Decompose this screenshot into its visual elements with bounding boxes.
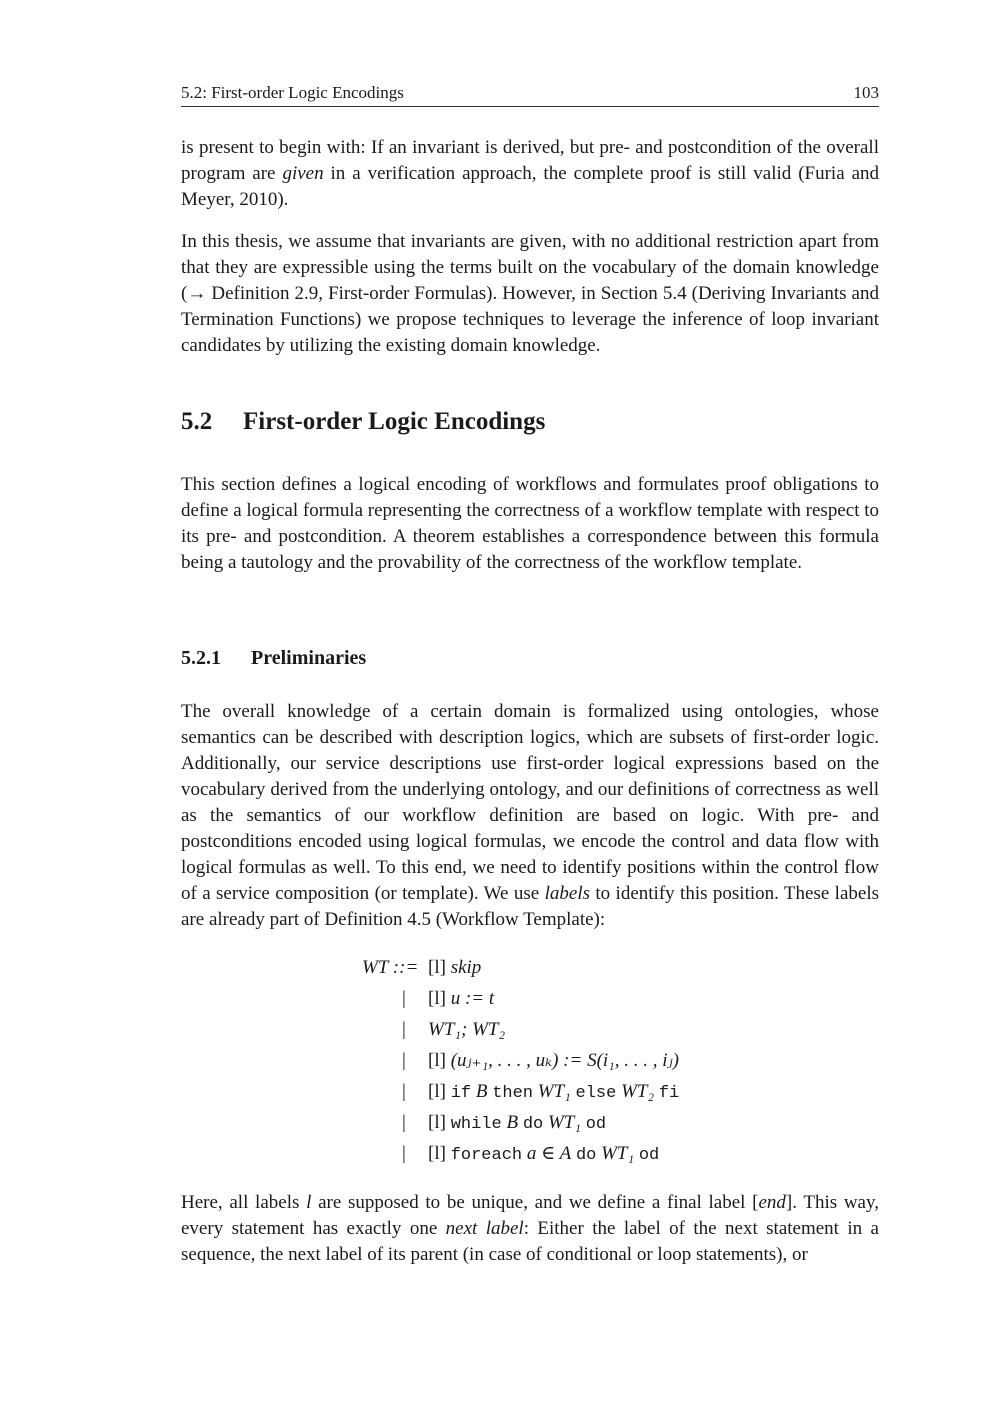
rule-body: skip bbox=[450, 957, 482, 978]
section-number: 5.2 bbox=[181, 408, 213, 435]
subsection-title: Preliminaries bbox=[251, 647, 367, 669]
grammar-rhs bbox=[428, 1016, 505, 1044]
emphasis-next-label: next label bbox=[445, 1218, 524, 1239]
grammar-rhs bbox=[428, 1078, 679, 1108]
section-title: First-order Logic Encodings bbox=[243, 408, 546, 435]
alternative-bar: | bbox=[402, 1019, 406, 1040]
keyword-do: do bbox=[575, 1146, 597, 1165]
keyword-if: if bbox=[450, 1084, 472, 1103]
label-marker: [l] bbox=[428, 1143, 446, 1164]
rule-term: WT₁ bbox=[537, 1081, 571, 1102]
page-number: 103 bbox=[853, 83, 879, 102]
rule-body: WT₁; WT₂ bbox=[428, 1019, 506, 1040]
preliminaries-paragraph-2 bbox=[181, 1190, 879, 1268]
text-run: : Either the label of the next statement in a sequence, the next label of its parent (in case of conditional or loop statements), or bbox=[181, 1218, 879, 1265]
text-run: Here, all labels bbox=[181, 1192, 307, 1213]
alternative-bar: | bbox=[402, 988, 406, 1009]
section-paragraph-1: This section defines a logical encoding of workflows and formulates proof obligations to define a logical formula representing the correctness of a workflow template with respect to its pre- and postcondition. A theorem establishes a correspondence between this formula being a tautology and the provability of the correctness of the workflow template. bbox=[181, 474, 879, 573]
grammar-rhs bbox=[428, 1109, 606, 1139]
label-marker: [l] bbox=[428, 1081, 446, 1102]
intro-paragraph-2: In this thesis, we assume that invariants are given, with no additional restriction apart from that they are expressible using the terms built on the vocabulary of the domain knowledge (→ Definition 2.9, First-order Formulas). However, in Section 5.4 (Deriving Invariants and Termination Functions) we propose techniques to leverage the inference of loop invariant candidates by utilizing the existing domain knowledge. bbox=[181, 231, 879, 356]
alternative-bar: | bbox=[402, 1143, 406, 1164]
emphasis-given: given bbox=[282, 163, 324, 184]
keyword-then: then bbox=[492, 1084, 534, 1103]
grammar-rhs bbox=[428, 1047, 679, 1075]
keyword-else: else bbox=[575, 1084, 617, 1103]
text-run: ]. This way, every statement has exactly one bbox=[181, 1192, 879, 1239]
intro-paragraph-1 bbox=[181, 135, 879, 213]
alternative-bar: | bbox=[402, 1050, 406, 1071]
running-title: 5.2: First-order Logic Encodings bbox=[181, 83, 404, 102]
emphasis-labels: labels bbox=[544, 883, 590, 904]
grammar-rhs bbox=[428, 1140, 659, 1170]
section-heading bbox=[181, 406, 545, 438]
text-run: are supposed to be unique, and we define a final label [ bbox=[311, 1192, 759, 1213]
subsection-number: 5.2.1 bbox=[181, 647, 221, 669]
keyword-foreach: foreach bbox=[450, 1146, 523, 1165]
label-marker: [l] bbox=[428, 957, 446, 978]
grammar-lhs: WT ::= bbox=[362, 957, 419, 978]
text-run: in a verification approach, the complete proof is still valid (Furia and Meyer, 2010). bbox=[181, 163, 880, 210]
label-marker: [l] bbox=[428, 1050, 446, 1071]
keyword-od: od bbox=[638, 1146, 660, 1165]
rule-term: WT₁ bbox=[601, 1143, 635, 1164]
preliminaries-paragraph-1 bbox=[181, 699, 879, 933]
text-run: is present to begin with: If an invariant is derived, but pre- and postcondition of the overall program are bbox=[181, 137, 879, 184]
grammar-rhs bbox=[428, 954, 481, 982]
label-marker: [l] bbox=[428, 1112, 446, 1133]
alternative-bar: | bbox=[402, 1112, 406, 1133]
subsection-heading bbox=[181, 645, 366, 671]
running-header bbox=[181, 82, 879, 107]
rule-body: u := t bbox=[450, 988, 495, 1009]
keyword-od: od bbox=[585, 1115, 607, 1134]
grammar-rhs bbox=[428, 985, 494, 1013]
rule-term: a ∈ A bbox=[526, 1143, 572, 1164]
text-run: The overall knowledge of a certain domain is formalized using ontologies, whose semantics can be described with description logics, which are subsets of first-order logic. Additionally, our service descriptions use first-order logical expressions based on the vocabulary derived from the underlying ontology, and our definitions of correctness as well as the semantics of our workflow definition are based on logic. With pre- and postconditions encoded using logical formulas, we encode the control and data flow with logical formulas as well. To this end, we need to identify positions within the control flow of a service composition (or template). We use bbox=[181, 701, 879, 904]
rule-term: WT₂ bbox=[621, 1081, 655, 1102]
rule-body: (uⱼ₊₁, . . . , uₖ) := S(i₁, . . . , iⱼ) bbox=[450, 1050, 679, 1071]
keyword-fi: fi bbox=[658, 1084, 680, 1103]
math-end: end bbox=[758, 1192, 786, 1213]
keyword-do: do bbox=[522, 1115, 544, 1134]
math-l: l bbox=[306, 1192, 312, 1213]
keyword-while: while bbox=[450, 1115, 502, 1134]
rule-term: B bbox=[475, 1081, 488, 1102]
label-marker: [l] bbox=[428, 988, 446, 1009]
rule-term: B bbox=[506, 1112, 519, 1133]
rule-term: WT₁ bbox=[547, 1112, 581, 1133]
text-run: to identify this position. These labels are already part of Definition 4.5 (Workflow Template): bbox=[181, 883, 879, 930]
alternative-bar: | bbox=[402, 1081, 406, 1102]
